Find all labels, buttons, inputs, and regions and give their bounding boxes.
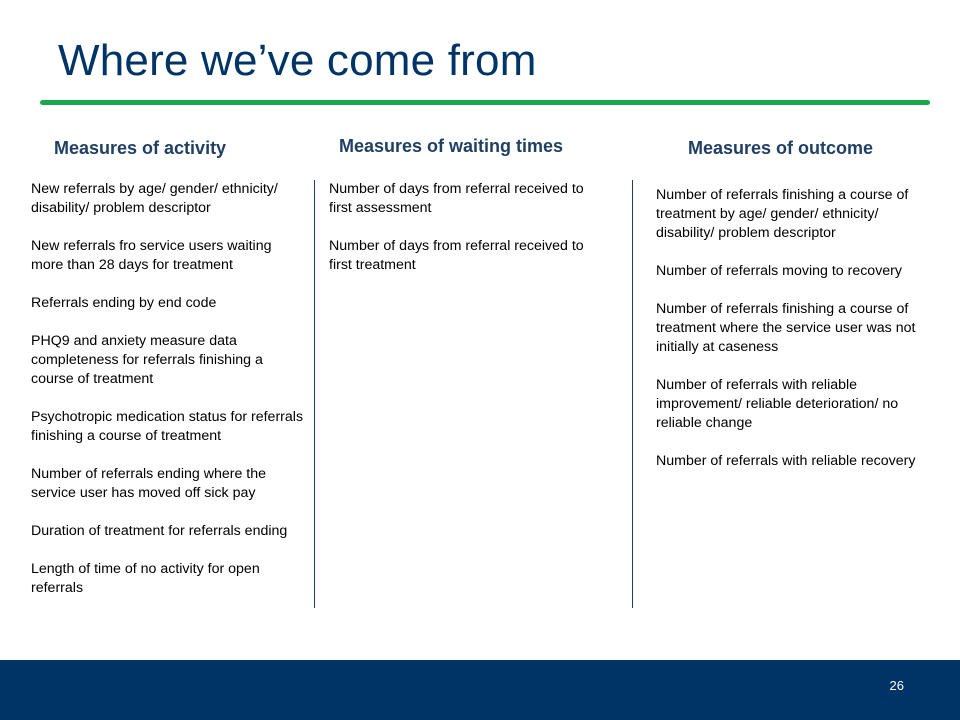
title-divider bbox=[40, 100, 930, 105]
column-divider bbox=[314, 180, 315, 608]
list-item: Number of referrals with reliable improvement/ reliable deterioration/ no reliable change bbox=[656, 377, 899, 431]
list-item: Number of days from referral received to first treatment bbox=[329, 238, 584, 273]
list-item: Length of time of no activity for open referrals bbox=[31, 561, 260, 596]
outcome-list bbox=[656, 186, 936, 490]
outcome-heading: Measures of outcome bbox=[688, 138, 874, 158]
waiting-list bbox=[329, 180, 609, 294]
column-divider bbox=[632, 180, 633, 608]
page-title: Where we’ve come from bbox=[58, 36, 537, 85]
activity-list bbox=[31, 180, 306, 617]
list-item: Number of days from referral received to first assessment bbox=[329, 181, 584, 216]
activity-heading: Measures of activity bbox=[54, 138, 227, 158]
list-item: Duration of treatment for referrals ending bbox=[31, 523, 288, 539]
waiting-heading: Measures of waiting times bbox=[339, 136, 564, 156]
footer-bar bbox=[0, 660, 960, 720]
list-item: Number of referrals with reliable recovery bbox=[656, 453, 916, 469]
page-number: 26 bbox=[889, 678, 904, 693]
list-item: Number of referrals ending where the service user has moved off sick pay bbox=[31, 466, 267, 501]
list-item: PHQ9 and anxiety measure data completeness for referrals finishing a course of treatment bbox=[31, 333, 263, 387]
list-item: New referrals fro service users waiting more than 28 days for treatment bbox=[31, 238, 272, 273]
list-item: Psychotropic medication status for referrals finishing a course of treatment bbox=[31, 409, 304, 444]
list-item: New referrals by age/ gender/ ethnicity/ disability/ problem descriptor bbox=[31, 181, 278, 216]
list-item: Number of referrals moving to recovery bbox=[656, 263, 903, 279]
list-item: Number of referrals finishing a course of treatment by age/ gender/ ethnicity/ disability/ problem descriptor bbox=[656, 187, 909, 241]
list-item: Number of referrals finishing a course of treatment where the service user was not initially at caseness bbox=[656, 301, 916, 355]
list-item: Referrals ending by end code bbox=[31, 295, 217, 311]
